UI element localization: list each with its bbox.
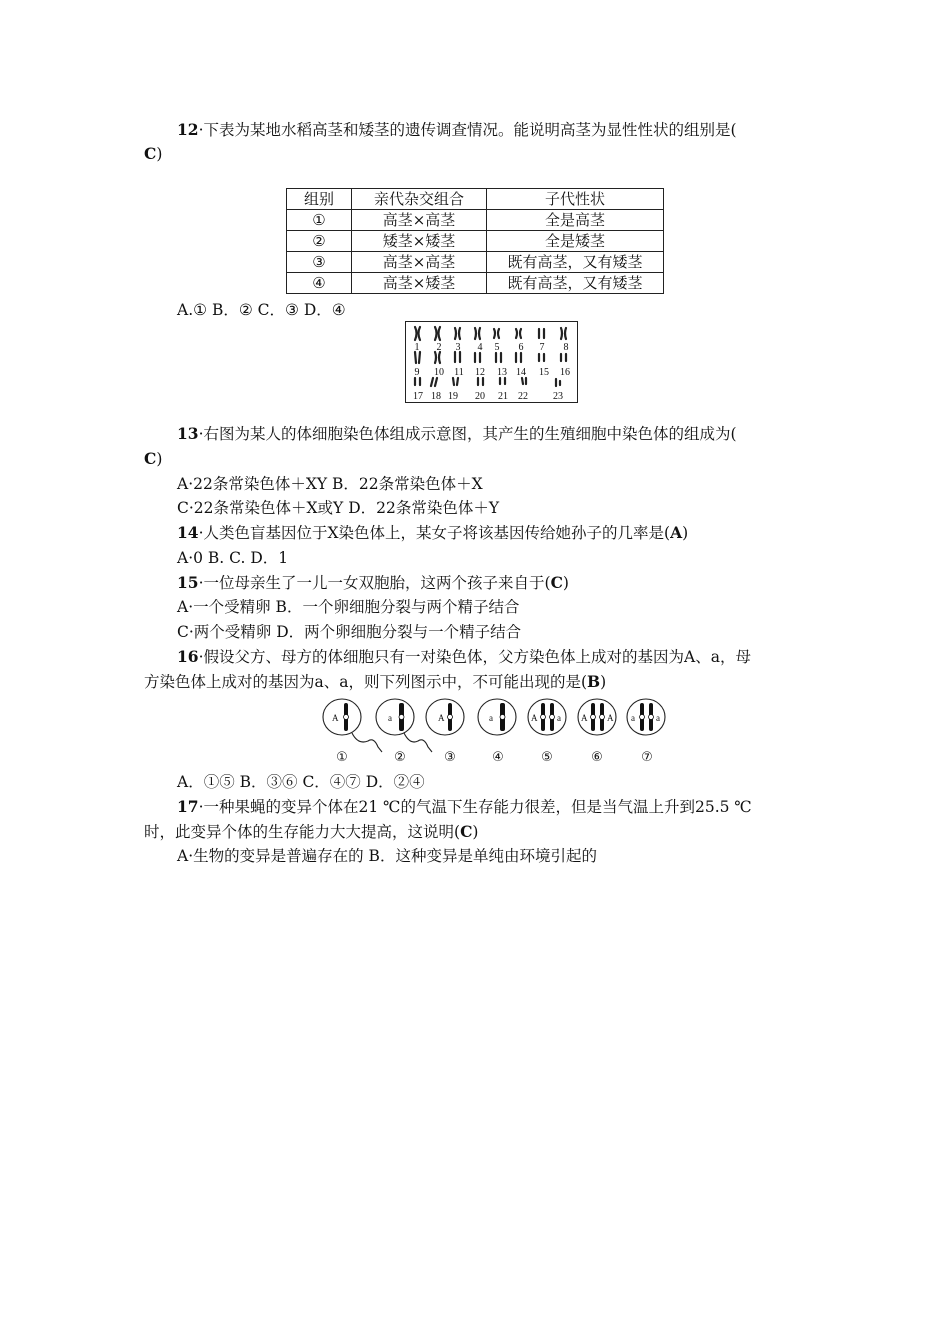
table-header: 子代性状 [487,189,664,210]
table-header-row [287,189,664,210]
q15-option-line-1: A·一个受精卵 B．一个卵细胞分裂与两个精子结合 [177,598,520,616]
q17-option-line-1: A·生物的变异是普遍存在的 B．这种变异是单纯由环境引起的 [177,847,597,865]
gene-label: A [332,713,339,723]
gene-label: a [388,713,392,723]
q12-text: ·下表为某地水稻高茎和矮茎的遗传调查情况。能说明高茎为显性性状的组别是( [198,121,737,139]
q16-number: 16 [177,647,199,666]
karyotype-label: 3 [455,342,461,353]
table-cell: ③ [287,252,352,273]
karyotype-label: 8 [563,342,569,353]
karyotype-label: 22 [518,391,528,402]
karyotype-label: 20 [475,391,485,402]
cell-number: ⑦ [641,750,653,765]
q14-options: A·0 B. C. D．1 [177,549,289,567]
q13-number: 13 [177,424,199,443]
gene-label: a [631,713,635,723]
table-cell: 矮茎×矮茎 [352,231,487,252]
q17-close: ) [472,823,479,841]
q16-stem-line-2 [144,672,606,692]
karyotype-label: 10 [434,367,444,378]
gene-label: a [656,713,660,723]
q13-close: ) [156,450,163,468]
table-header: 亲代杂交组合 [352,189,487,210]
q17-text-2: 时，此变异个体的生存能力大大提高，这说明( [144,823,461,841]
karyotype-label: 11 [454,367,464,378]
q14-text: ·人类色盲基因位于X染色体上，某女子将该基因传给她孙子的几率是( [198,524,671,542]
gene-label: a [489,713,493,723]
q16-text-2: 方染色体上成对的基因为a、a，则下列图示中，不可能出现的是( [144,673,588,691]
q15-answer: C [550,573,563,592]
q15-option-line-2: C·两个受精卵 D．两个卵细胞分裂与一个精子结合 [177,623,522,641]
table-cell: 全是矮茎 [487,231,664,252]
q13-answer-line [144,449,162,469]
gene-label: A [438,713,445,723]
karyotype-label: 14 [516,367,526,378]
cell-number: ④ [492,750,504,765]
q12-close: ) [156,145,163,163]
table-row [287,231,664,252]
q15-close: ) [562,574,569,592]
table-header: 组别 [287,189,352,210]
q15-stem [177,573,569,593]
q16-close: ) [600,673,607,691]
table-row [287,273,664,294]
q12-options: A.① B．② C．③ D．④ [177,301,346,319]
q14-number: 14 [177,523,199,542]
karyotype-label: 18 [431,391,441,402]
karyotype-label: 13 [497,367,507,378]
karyotype-label: 7 [539,342,545,353]
cell-number: ⑥ [591,750,603,765]
gene-label: a [557,713,561,723]
table-cell: ④ [287,273,352,294]
cell-number: ① [336,750,348,765]
q17-number: 17 [177,797,199,816]
q17-stem [177,797,752,817]
karyotype-label: 23 [553,391,563,402]
karyotype-label: 21 [498,391,508,402]
table-cell: ② [287,231,352,252]
q14-close: ) [682,524,689,542]
q13-stem [177,424,737,444]
q15-text: ·一位母亲生了一儿一女双胞胎，这两个孩子来自于( [198,574,551,592]
table-cell: 高茎×高茎 [352,210,487,231]
table-cell: 既有高茎，又有矮茎 [487,252,664,273]
q14-stem [177,523,688,543]
q15-number: 15 [177,573,199,592]
karyotype-label: 9 [414,367,420,378]
q16-options: A．①⑤ B．③⑥ C．④⑦ D．②④ [177,773,425,791]
table-row [287,252,664,273]
q17-stem-line-2 [144,822,478,842]
gene-label: A [607,713,614,723]
cell-number: ② [394,750,406,765]
q13-text: ·右图为某人的体细胞染色体组成示意图，其产生的生殖细胞中染色体的组成为( [198,425,737,443]
cell-number: ⑤ [541,750,553,765]
gene-label: A [531,713,538,723]
q12-answer-line [144,144,162,164]
karyotype-label: 6 [518,342,524,353]
q12-number: 12 [177,120,199,139]
karyotype-label: 5 [494,342,500,353]
karyotype-label: 4 [477,342,483,353]
karyotype-label: 2 [436,342,442,353]
table-cell: 全是高茎 [487,210,664,231]
karyotype-figure [405,321,578,403]
karyotype-label: 16 [560,367,570,378]
q13-option-line-1: A·22条常染色体＋XY B．22条常染色体＋X [177,475,483,493]
table-cell: 高茎×高茎 [352,252,487,273]
cell-diagrams [318,697,668,767]
q12-stem [177,120,737,140]
q16-text: ·假设父方、母方的体细胞只有一对染色体，父方染色体上成对的基因为A、a，母 [198,648,751,666]
karyotype-label: 1 [414,342,420,353]
q16-stem [177,647,751,667]
table-cell: ① [287,210,352,231]
q13-answer: C [144,449,157,468]
table-cell: 高茎×矮茎 [352,273,487,294]
q14-answer: A [670,523,683,542]
table-cell: 既有高茎，又有矮茎 [487,273,664,294]
q17-text: ·一种果蝇的变异个体在21 ℃的气温下生存能力很差，但是当气温上升到25.5 ℃ [198,798,752,816]
karyotype-label: 17 [413,391,423,402]
cell-number: ③ [444,750,456,765]
q13-option-line-2: C·22条常染色体＋X或Y D．22条常染色体＋Y [177,499,500,517]
table-row [287,210,664,231]
karyotype-label: 15 [539,367,549,378]
q17-answer: C [460,822,473,841]
karyotype-label: 12 [475,367,485,378]
q12-answer: C [144,144,157,163]
q16-answer: B [587,672,601,691]
gene-label: A [581,713,588,723]
genetics-table [286,188,664,294]
karyotype-label: 19 [448,391,458,402]
